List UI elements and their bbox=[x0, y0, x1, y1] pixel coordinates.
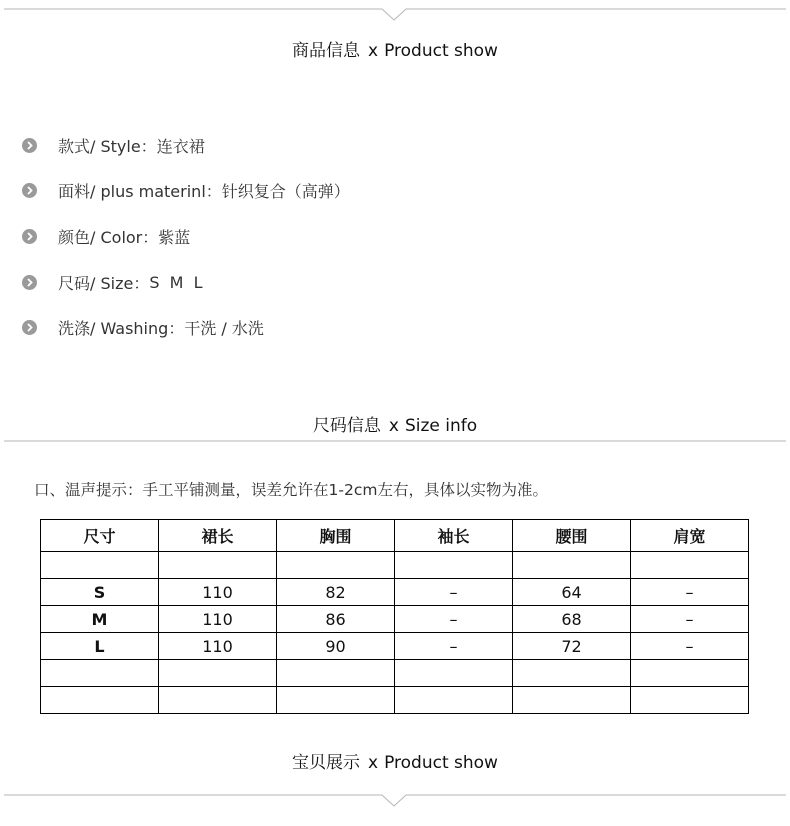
measurement-notice: 口、温声提示：手工平铺测量，误差允许在1-2cm左右，具体以实物为准。 bbox=[34, 481, 548, 499]
table-cell bbox=[631, 687, 749, 714]
table-cell bbox=[395, 660, 513, 687]
section-title-sep: x bbox=[388, 416, 399, 436]
spec-value: 干洗 / 水洗 bbox=[184, 318, 264, 338]
table-cell: – bbox=[395, 606, 513, 633]
spec-row-material: 面料/ plus materinl ： 针织复合（高弹） bbox=[22, 178, 350, 202]
table-cell bbox=[159, 552, 277, 579]
table-cell bbox=[277, 660, 395, 687]
divider-notch-icon bbox=[4, 6, 786, 26]
table-cell bbox=[513, 552, 631, 579]
table-header: 肩宽 bbox=[631, 520, 749, 552]
section-title-size-info bbox=[0, 411, 790, 436]
size-table bbox=[40, 519, 749, 714]
table-header: 胸围 bbox=[277, 520, 395, 552]
table-cell bbox=[159, 687, 277, 714]
table-cell bbox=[41, 552, 159, 579]
table-cell: 72 bbox=[513, 633, 631, 660]
table-cell bbox=[277, 687, 395, 714]
chevron-right-icon bbox=[22, 320, 37, 335]
chevron-right-icon bbox=[22, 138, 37, 153]
table-cell bbox=[631, 660, 749, 687]
table-row bbox=[41, 633, 749, 660]
table-header-row bbox=[41, 520, 749, 552]
table-cell: M bbox=[41, 606, 159, 633]
spec-label: 颜色/ Color bbox=[58, 227, 143, 247]
table-row bbox=[41, 606, 749, 633]
table-cell: – bbox=[395, 633, 513, 660]
table-header: 腰围 bbox=[513, 520, 631, 552]
table-cell bbox=[513, 687, 631, 714]
table-cell bbox=[395, 552, 513, 579]
table-cell: 110 bbox=[159, 579, 277, 606]
table-cell bbox=[277, 552, 395, 579]
spec-row-washing: 洗涤/ Washing ： 干洗 / 水洗 bbox=[22, 315, 264, 339]
section-title-cn: 商品信息 bbox=[292, 41, 361, 61]
table-cell: 110 bbox=[159, 633, 277, 660]
chevron-right-icon bbox=[22, 183, 37, 198]
table-cell bbox=[41, 687, 159, 714]
top-divider bbox=[4, 6, 786, 26]
table-cell bbox=[631, 552, 749, 579]
spec-value: 针织复合（高弹） bbox=[221, 181, 350, 201]
table-cell bbox=[41, 660, 159, 687]
table-cell bbox=[159, 660, 277, 687]
section-title-en: Size info bbox=[404, 416, 478, 436]
spec-value: 连衣裙 bbox=[156, 136, 205, 156]
section-title-gallery bbox=[0, 748, 790, 773]
bottom-divider bbox=[4, 792, 786, 812]
table-cell: – bbox=[631, 606, 749, 633]
table-cell: 90 bbox=[277, 633, 395, 660]
table-cell: 110 bbox=[159, 606, 277, 633]
size-info-divider bbox=[4, 438, 786, 444]
table-row bbox=[41, 579, 749, 606]
section-title-cn: 宝贝展示 bbox=[292, 753, 361, 773]
table-cell bbox=[513, 660, 631, 687]
section-title-en: Product show bbox=[384, 753, 498, 773]
spec-value: 紫蓝 bbox=[158, 227, 191, 247]
table-cell: 64 bbox=[513, 579, 631, 606]
table-cell: L bbox=[41, 633, 159, 660]
divider-notch-icon bbox=[4, 792, 786, 812]
table-cell: – bbox=[631, 633, 749, 660]
section-title-sep: x bbox=[368, 41, 379, 61]
section-title-sep: x bbox=[368, 753, 379, 773]
spec-label: 洗涤/ Washing bbox=[58, 318, 169, 338]
spec-label: 尺码/ Size bbox=[58, 273, 134, 293]
table-header: 尺寸 bbox=[41, 520, 159, 552]
spec-row-style: 款式/ Style ： 连衣裙 bbox=[22, 133, 205, 157]
spec-row-size: 尺码/ Size ： S M L bbox=[22, 270, 203, 294]
table-cell: 68 bbox=[513, 606, 631, 633]
section-title-cn: 尺码信息 bbox=[312, 416, 381, 436]
section-title-en: Product show bbox=[384, 41, 498, 61]
spec-row-color: 颜色/ Color ： 紫蓝 bbox=[22, 224, 190, 248]
section-title-product-info bbox=[0, 36, 790, 61]
table-cell bbox=[395, 687, 513, 714]
chevron-right-icon bbox=[22, 275, 37, 290]
table-cell: 86 bbox=[277, 606, 395, 633]
table-row bbox=[41, 687, 749, 714]
table-row bbox=[41, 552, 749, 579]
table-cell: – bbox=[395, 579, 513, 606]
chevron-right-icon bbox=[22, 229, 37, 244]
spec-label: 款式/ Style bbox=[58, 136, 141, 156]
table-cell: 82 bbox=[277, 579, 395, 606]
table-header: 袖长 bbox=[395, 520, 513, 552]
table-row bbox=[41, 660, 749, 687]
table-header: 裙长 bbox=[159, 520, 277, 552]
table-cell: S bbox=[41, 579, 159, 606]
spec-value: S M L bbox=[149, 272, 203, 292]
spec-label: 面料/ plus materinl bbox=[58, 181, 206, 201]
table-cell: – bbox=[631, 579, 749, 606]
